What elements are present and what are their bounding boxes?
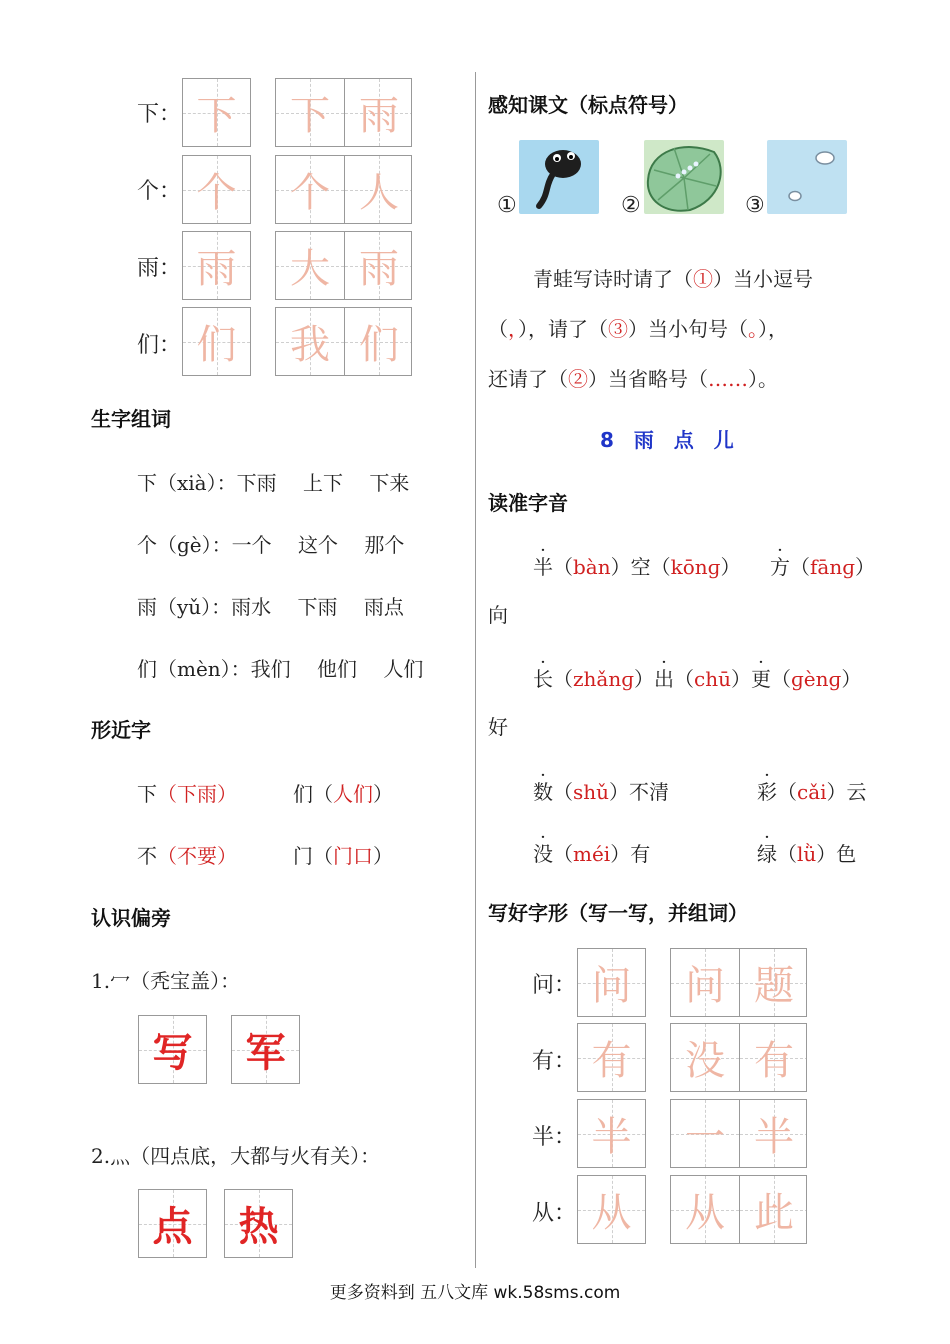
grid-char: 题 — [754, 963, 794, 1009]
vocab-line: 雨（yǔ）：雨水 下雨 雨点 — [137, 595, 404, 619]
radical-example-char: 点 — [152, 1204, 193, 1250]
tianzige-single — [577, 948, 646, 1017]
tianzige-single — [577, 1023, 646, 1092]
tianzige-pair — [275, 231, 412, 300]
pronunciation-tail: 向 — [488, 603, 508, 627]
vocab-line: 下（xià）：下雨 上下 下来 — [137, 471, 410, 495]
section-heading-pianpang: 认识偏旁 — [91, 906, 171, 930]
grid-char: 们 — [196, 322, 237, 368]
grid-char: 雨 — [359, 246, 399, 292]
grid-char: 下 — [196, 93, 237, 139]
grid-row-label: 下： — [137, 102, 182, 127]
tianzige-single — [182, 78, 251, 147]
grid-char: 问 — [591, 963, 632, 1009]
pronunciation-line: 半（bàn）空（kōnɡ） — [533, 555, 741, 579]
radical-item: 1.冖（秃宝盖）： — [91, 969, 241, 993]
punctuation-paragraph-line: （，），请了（③）当小句号（。）， — [488, 317, 788, 341]
grid-row-label: 个： — [137, 179, 182, 204]
tianzige-single — [182, 155, 251, 224]
pronunciation-tail: 好 — [488, 715, 508, 739]
pronunciation-line: 彩（cǎi）云 — [757, 780, 867, 804]
similar-char-pair: 门（门口） — [293, 844, 393, 868]
grid-char: 个 — [290, 170, 330, 216]
radical-example-box — [224, 1189, 293, 1258]
picture-number: ① — [497, 193, 517, 218]
section-heading-xiehao: 写好字形（写一写，并组词） — [488, 901, 748, 925]
tianzige-pair — [670, 1023, 807, 1092]
grid-char: 问 — [685, 963, 725, 1009]
pronunciation-line: 数（shǔ）不清 — [533, 780, 670, 804]
tadpole-picture — [519, 140, 599, 214]
grid-char: 此 — [754, 1190, 794, 1236]
grid-char: 个 — [196, 170, 237, 216]
grid-char: 们 — [359, 322, 399, 368]
pronunciation-line: 长（zhǎnɡ）出（chū）更（ɡènɡ） — [533, 667, 862, 691]
grid-char: 一 — [685, 1114, 725, 1160]
section-heading-shengzi: 生字组词 — [91, 407, 171, 431]
radical-example-box — [138, 1015, 207, 1084]
grid-char: 没 — [685, 1038, 725, 1084]
grid-char: 人 — [359, 170, 399, 216]
pronunciation-line: 没（méi）有 — [533, 842, 651, 866]
tianzige-pair — [670, 948, 807, 1017]
radical-example-box — [231, 1015, 300, 1084]
grid-char: 雨 — [359, 93, 399, 139]
vocab-line: 个（gè）：一个 这个 那个 — [137, 533, 405, 557]
grid-char: 雨 — [196, 246, 237, 292]
similar-char-pair: 们（人们） — [293, 782, 393, 806]
grid-row-label: 半： — [532, 1125, 577, 1150]
radical-example-char: 热 — [238, 1204, 279, 1250]
grid-char: 大 — [290, 246, 330, 292]
radical-item: 2.灬（四点底，大都与火有关）： — [91, 1144, 381, 1168]
radical-example-char: 写 — [152, 1030, 193, 1076]
grid-char: 下 — [290, 93, 330, 139]
tianzige-pair — [275, 155, 412, 224]
water-drop-picture — [767, 140, 847, 214]
grid-char: 我 — [290, 322, 330, 368]
footer-watermark: 更多资料到 五八文库 wk.58sms.com — [329, 1283, 621, 1303]
grid-row-label: 问： — [532, 973, 577, 998]
grid-char: 半 — [591, 1114, 632, 1160]
tianzige-pair — [670, 1175, 807, 1244]
section-heading-xingjin: 形近字 — [91, 718, 151, 742]
tianzige-single — [577, 1099, 646, 1168]
vocab-line: 们（mèn）：我们 他们 人们 — [137, 657, 424, 681]
picture-number: ② — [621, 193, 641, 218]
tianzige-pair — [275, 307, 412, 376]
tianzige-single — [182, 307, 251, 376]
grid-char: 从 — [685, 1190, 725, 1236]
grid-row-label: 雨： — [137, 256, 182, 281]
pronunciation-line: 绿（lǜ）色 — [757, 842, 857, 866]
section-heading-duzhun: 读准字音 — [488, 491, 568, 515]
section-heading-ganzhi: 感知课文（标点符号） — [488, 93, 688, 117]
grid-char: 有 — [591, 1038, 632, 1084]
radical-example-box — [138, 1189, 207, 1258]
lotus-leaf-picture — [644, 140, 724, 214]
grid-row-label: 们： — [137, 333, 182, 358]
grid-char: 有 — [754, 1038, 794, 1084]
grid-row-label: 从： — [532, 1201, 577, 1226]
similar-char-pair: 不（不要） — [137, 844, 237, 868]
radical-example-char: 军 — [245, 1030, 286, 1076]
similar-char-pair: 下（下雨） — [137, 782, 237, 806]
pronunciation-line: 方（fānɡ） — [770, 555, 876, 579]
grid-row-label: 有： — [532, 1049, 577, 1074]
lesson-title: 8 雨 点 儿 — [600, 428, 736, 452]
tianzige-pair — [275, 78, 412, 147]
tianzige-single — [577, 1175, 646, 1244]
punctuation-paragraph-line: 还请了（②）当省略号（……）。 — [488, 367, 778, 391]
grid-char: 从 — [591, 1190, 632, 1236]
tianzige-single — [182, 231, 251, 300]
column-divider — [475, 72, 476, 1268]
picture-number: ③ — [745, 193, 765, 218]
punctuation-paragraph-line: 青蛙写诗时请了（①）当小逗号 — [533, 267, 813, 291]
grid-char: 半 — [754, 1114, 794, 1160]
tianzige-pair — [670, 1099, 807, 1168]
